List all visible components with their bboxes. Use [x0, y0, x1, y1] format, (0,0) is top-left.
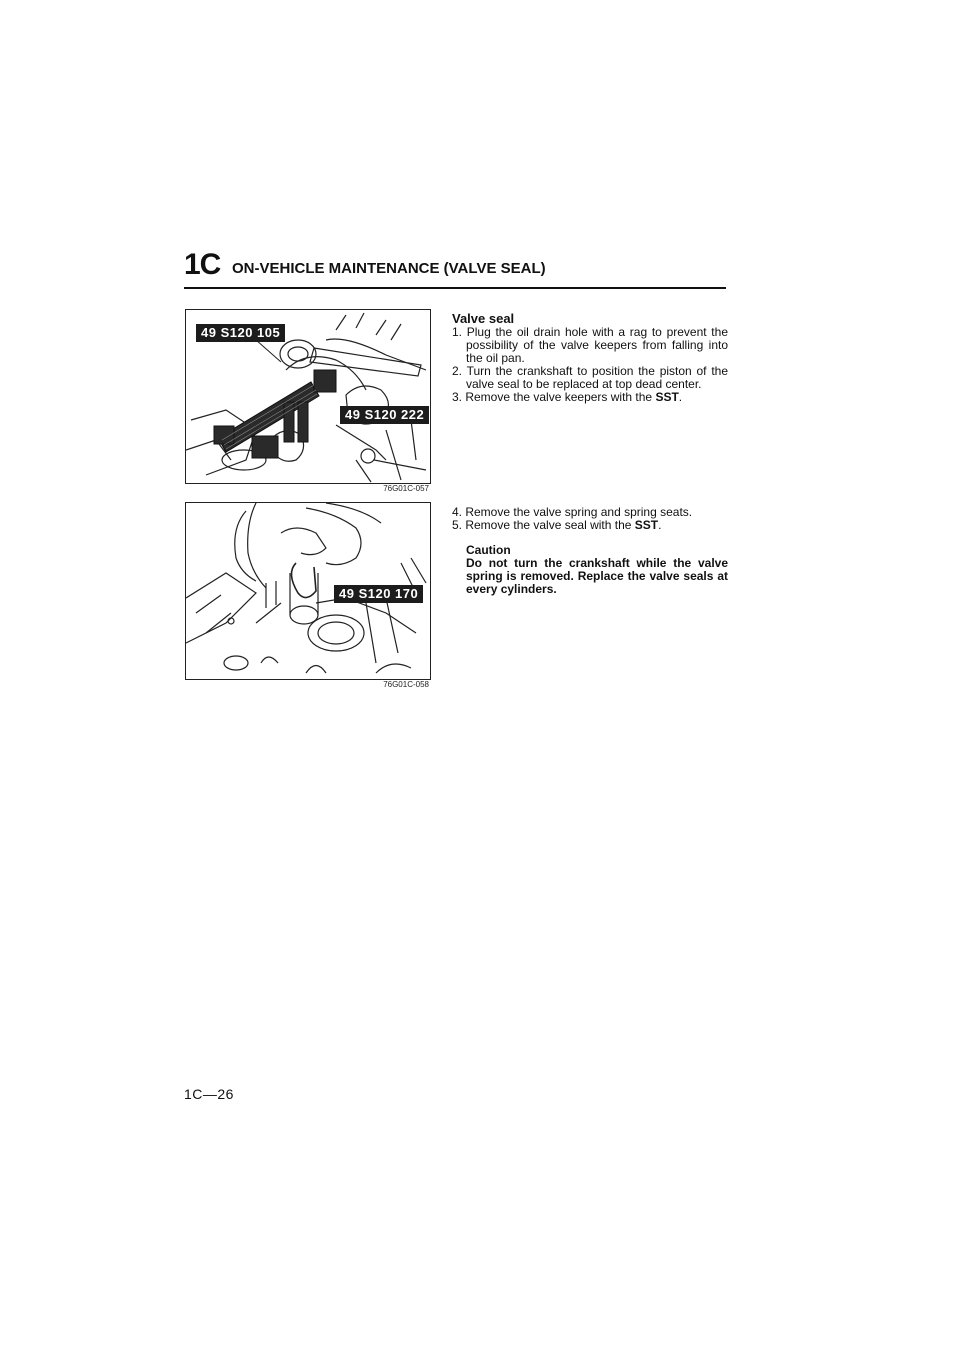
caution-title: Caution [466, 543, 511, 557]
step-5-period: . [658, 518, 662, 532]
step-3-text: 3. Remove the valve keepers with the [452, 390, 656, 404]
page-title: ON-VEHICLE MAINTENANCE (VALVE SEAL) [232, 260, 546, 277]
sst-label: SST [655, 390, 679, 404]
caution-note [452, 544, 728, 596]
figure-valve-keeper-removal [185, 309, 431, 484]
caution-text: Do not turn the crankshaft while the valve spring is removed. Replace the valve seals at every cylinders. [466, 556, 728, 596]
sst-label: SST [634, 518, 659, 532]
chapter-number: 1C [184, 248, 221, 281]
header-rule [184, 287, 726, 289]
valve-seal-section [452, 312, 728, 404]
step-3-period: . [678, 390, 683, 404]
tool-tag: 49 S120 105 [196, 324, 285, 342]
step-3 [452, 391, 728, 404]
figure-code: 76G01C-057 [383, 484, 429, 493]
tool-tag: 49 S120 222 [340, 406, 429, 424]
section-heading: Valve seal [452, 311, 515, 326]
step-1: 1. Plug the oil drain hole with a rag to prevent the possibility of the valve keepers from falling into the oil pan. [452, 325, 728, 365]
figure-valve-seal-removal [185, 502, 431, 680]
page-number: 1C—26 [184, 1086, 234, 1102]
step-5 [452, 519, 728, 532]
spring-and-seal-section [452, 506, 728, 596]
tool-tag: 49 S120 170 [334, 585, 423, 603]
page-header [184, 248, 726, 288]
figure-code: 76G01C-058 [383, 680, 429, 689]
step-4: 4. Remove the valve spring and spring seats. [452, 505, 693, 519]
step-2: 2. Turn the crankshaft to position the piston of the valve seal to be replaced at top dead center. [452, 364, 728, 391]
step-5-text: 5. Remove the valve seal with the [452, 518, 635, 532]
